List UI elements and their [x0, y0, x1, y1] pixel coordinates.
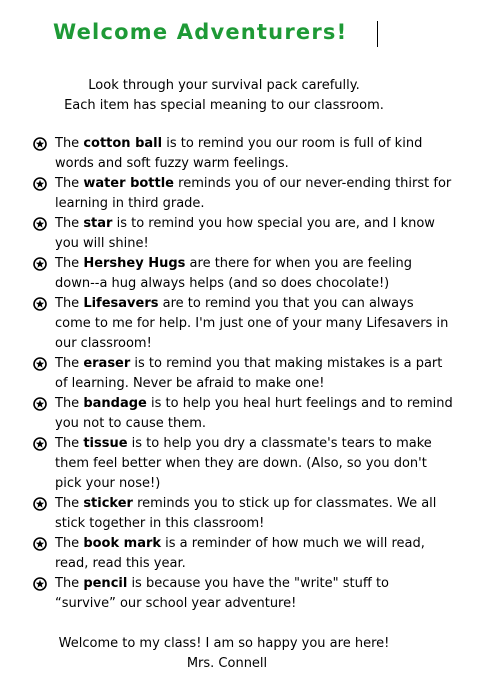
star-in-circle-icon: [33, 397, 47, 411]
item-keyword: bandage: [83, 396, 147, 411]
list-item: [33, 254, 453, 294]
star-in-circle-icon: [33, 297, 47, 311]
item-text-pre: The: [55, 396, 84, 411]
item-text-post: is to remind you our room is full of kind words and soft fuzzy warm feelings.: [55, 136, 423, 171]
list-item: [33, 534, 453, 574]
item-text-pre: The: [55, 436, 84, 451]
star-in-circle-icon: [33, 577, 47, 591]
item-text-post: is to remind you how special you are, and I know you will shine!: [55, 216, 435, 251]
item-keyword: eraser: [83, 356, 131, 371]
list-item: [33, 394, 453, 434]
item-text-pre: The: [55, 536, 84, 551]
star-in-circle-icon: [33, 217, 47, 231]
item-text-pre: The: [55, 496, 84, 511]
item-text-pre: The: [55, 176, 84, 191]
star-in-circle-icon: [33, 137, 47, 151]
closing-line: Welcome to my class! I am so happy you are here!: [58, 636, 390, 651]
star-in-circle-icon: [33, 497, 47, 511]
star-in-circle-icon: [33, 357, 47, 371]
list-item: [33, 174, 453, 214]
item-keyword: tissue: [83, 436, 128, 451]
item-keyword: star: [83, 216, 113, 231]
intro-line-1: Look through your survival pack carefully.: [88, 78, 360, 93]
item-text-pre: The: [55, 216, 84, 231]
item-text-pre: The: [55, 356, 84, 371]
item-text-post: is to help you dry a classmate's tears to make them feel better when they are down. (Also, so you don't pick your nose!): [55, 436, 432, 491]
list-item: [33, 354, 453, 394]
list-item: [33, 494, 453, 534]
item-text-post: reminds you to stick up for classmates. We all stick together in this classroom!: [55, 496, 437, 531]
intro-text: [0, 76, 448, 116]
text-cursor: [377, 21, 378, 47]
item-keyword: cotton ball: [83, 136, 163, 151]
item-keyword: pencil: [83, 576, 128, 591]
star-in-circle-icon: [33, 437, 47, 451]
page-title: Welcome Adventurers!: [53, 20, 348, 44]
item-keyword: book mark: [83, 536, 162, 551]
list-item: [33, 294, 453, 354]
closing-text: [0, 634, 448, 674]
item-text-pre: The: [55, 296, 84, 311]
list-item: [33, 134, 453, 174]
intro-line-2: Each item has special meaning to our classroom.: [64, 98, 384, 113]
list-item: [33, 434, 453, 494]
item-text-pre: The: [55, 576, 84, 591]
item-text-post: is because you have the "write" stuff to “survive” our school year adventure!: [55, 576, 390, 611]
item-keyword: water bottle: [83, 176, 175, 191]
item-text-post: reminds you of our never-ending thirst for learning in third grade.: [55, 176, 452, 211]
item-text-post: is to remind you that making mistakes is a part of learning. Never be afraid to make one!: [55, 356, 443, 391]
star-in-circle-icon: [33, 257, 47, 271]
item-keyword: Lifesavers: [83, 296, 159, 311]
item-text-post: are to remind you that you can always come to me for help. I'm just one of your many Lifesavers in our classroom!: [55, 296, 449, 351]
star-in-circle-icon: [33, 537, 47, 551]
item-text-pre: The: [55, 136, 84, 151]
item-text-post: is a reminder of how much we will read, read, read this year.: [55, 536, 425, 571]
list-item: [33, 214, 453, 254]
item-list: [33, 134, 453, 614]
item-text-pre: The: [55, 256, 84, 271]
signature: Mrs. Connell: [186, 656, 268, 671]
item-text-post: is to help you heal hurt feelings and to remind you not to cause them.: [55, 396, 453, 431]
item-keyword: Hershey Hugs: [83, 256, 186, 271]
star-in-circle-icon: [33, 177, 47, 191]
item-text-post: are there for when you are feeling down--a hug always helps (and so does chocolate!): [55, 256, 412, 291]
item-keyword: sticker: [83, 496, 133, 511]
list-item: [33, 574, 453, 614]
